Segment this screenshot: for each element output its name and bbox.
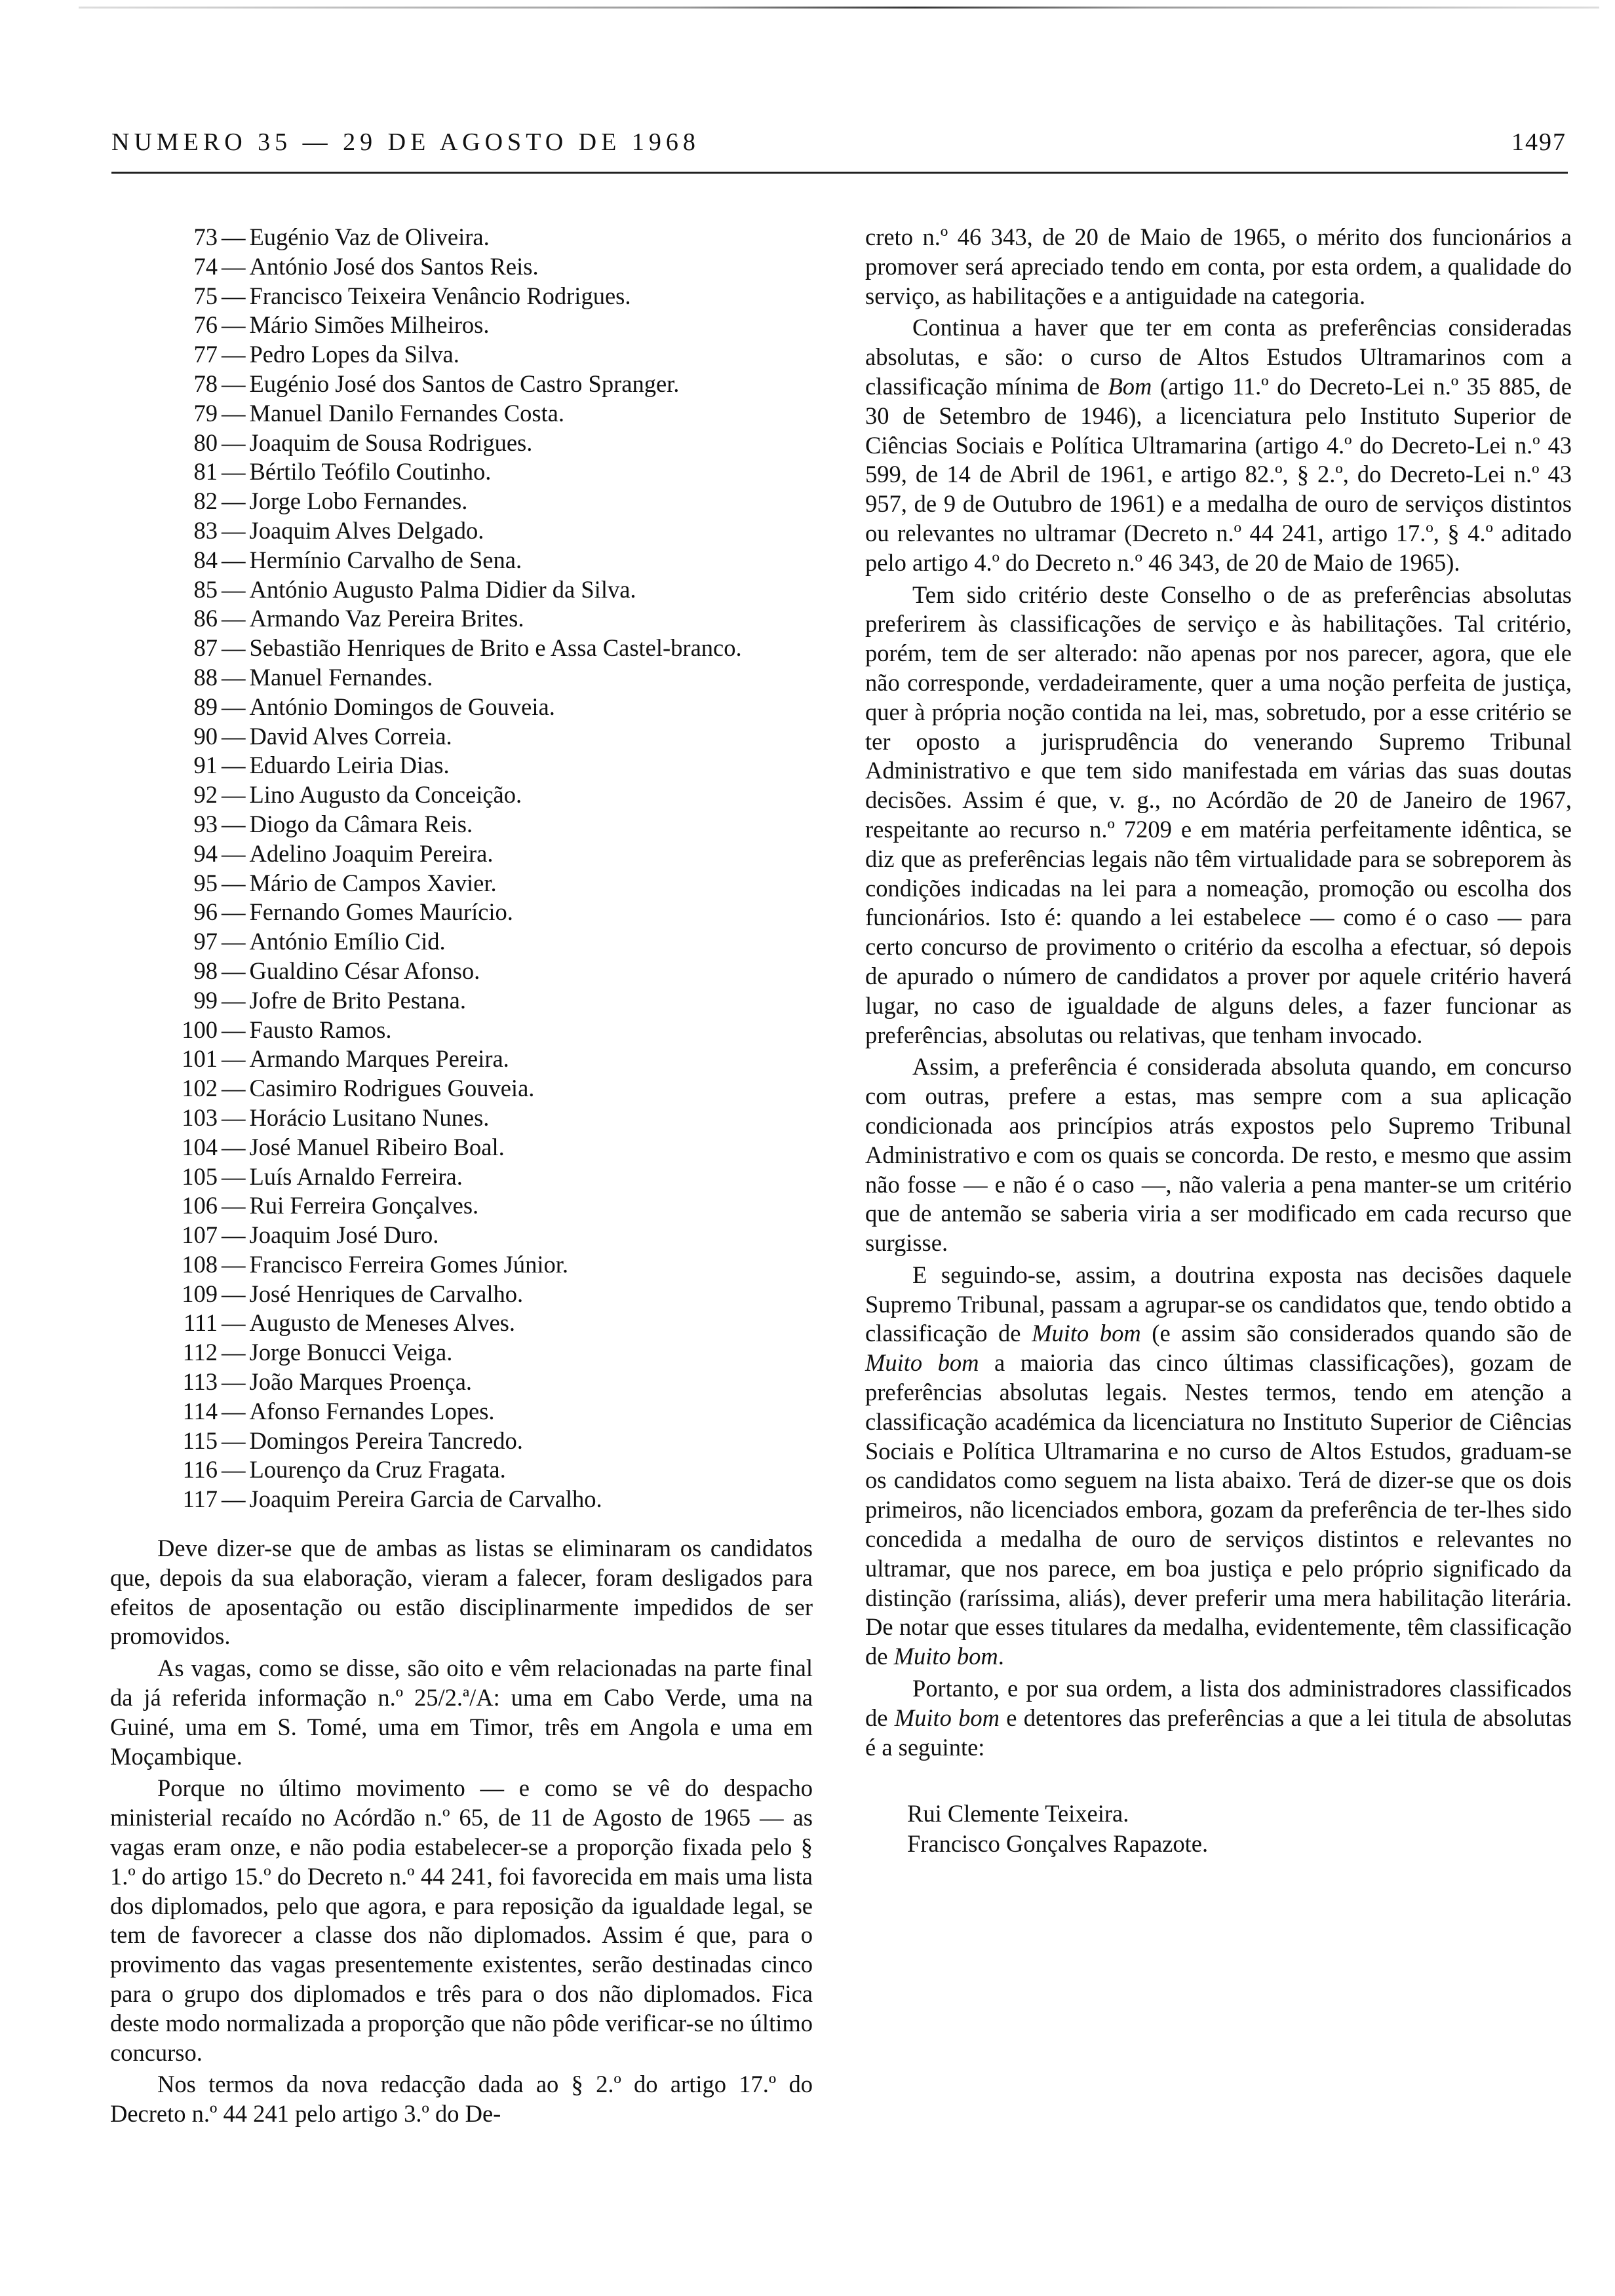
dash-separator: — xyxy=(222,516,246,544)
dash-separator: — xyxy=(222,693,246,720)
candidate-name: António José dos Santos Reis. xyxy=(249,252,539,280)
dash-separator: — xyxy=(222,1397,246,1425)
text-run: Portanto, e por sua ordem, a lista dos administradores classificados de xyxy=(865,1675,1572,1731)
paragraph: Nos termos da nova redacção dada ao § 2.º do artigo 17.º do Decreto n.º 44 241 pelo artigo 3.º do De- xyxy=(110,2071,813,2128)
candidate-number: 84 xyxy=(193,546,218,573)
dash-separator: — xyxy=(222,1162,246,1190)
candidate-number: 99 xyxy=(193,986,218,1014)
dash-separator: — xyxy=(222,252,246,280)
candidate-list-item xyxy=(110,1368,813,1397)
candidate-list-item xyxy=(110,1426,813,1456)
candidate-list-item xyxy=(110,957,813,986)
candidate-number: 102 xyxy=(182,1075,218,1102)
dash-separator: — xyxy=(222,898,246,926)
candidate-list-item xyxy=(110,252,813,282)
dash-separator: — xyxy=(222,986,246,1014)
candidate-name: Eugénio José dos Santos de Castro Spranger. xyxy=(249,370,680,397)
candidate-list-item xyxy=(110,282,813,311)
dash-separator: — xyxy=(222,605,246,632)
candidate-list-item xyxy=(110,1338,813,1368)
page-number: 1497 xyxy=(1511,128,1566,156)
candidate-number: 81 xyxy=(193,458,218,486)
candidate-name: Bértilo Teófilo Coutinho. xyxy=(249,458,492,486)
candidate-number: 76 xyxy=(193,311,218,339)
candidate-list-item xyxy=(110,986,813,1016)
candidate-name: Francisco Ferreira Gomes Júnior. xyxy=(249,1250,569,1278)
candidate-list-item xyxy=(110,311,813,340)
dash-separator: — xyxy=(222,1045,246,1073)
right-column xyxy=(865,223,1572,1859)
candidate-name: Domingos Pereira Tancredo. xyxy=(249,1426,523,1454)
paragraph: As vagas, como se disse, são oito e vêm relacionadas na parte final da já referida informação n.º 25/2.ª/A: uma em Cabo Verde, uma na Guiné, uma em S. Tomé, uma em Timor, três em Angola e uma em Moçambique. xyxy=(110,1655,813,1770)
text-run: (e assim são considerados quando são de xyxy=(1140,1320,1572,1347)
candidate-number: 82 xyxy=(193,488,218,515)
header-rule xyxy=(111,172,1568,174)
candidate-name: Sebastião Henriques de Brito e Assa Castel-branco. xyxy=(249,634,742,662)
candidate-name: João Marques Proença. xyxy=(249,1368,473,1396)
dash-separator: — xyxy=(222,1016,246,1043)
candidate-list-item xyxy=(110,1191,813,1221)
candidate-number: 116 xyxy=(182,1456,218,1483)
dash-separator: — xyxy=(222,311,246,339)
candidate-name: Adelino Joaquim Pereira. xyxy=(249,839,494,867)
dash-separator: — xyxy=(222,839,246,867)
candidate-number: 92 xyxy=(193,781,218,809)
candidate-number: 75 xyxy=(193,282,218,309)
page-header xyxy=(111,128,1566,167)
candidate-list-item xyxy=(110,516,813,546)
candidate-name: António Augusto Palma Didier da Silva. xyxy=(249,575,636,603)
candidate-name: Joaquim de Sousa Rodrigues. xyxy=(249,429,533,456)
dash-separator: — xyxy=(222,810,246,837)
emphasis: Muito bom xyxy=(894,1704,1000,1731)
candidate-number: 109 xyxy=(182,1280,218,1307)
candidate-number: 89 xyxy=(193,693,218,720)
candidate-name: Manuel Danilo Fernandes Costa. xyxy=(249,399,564,427)
candidate-number: 98 xyxy=(193,957,218,984)
candidate-number: 93 xyxy=(193,810,218,837)
candidate-number: 100 xyxy=(182,1016,218,1043)
candidate-number: 115 xyxy=(182,1426,218,1454)
candidate-name: Eugénio Vaz de Oliveira. xyxy=(249,223,490,250)
candidate-name: Francisco Teixeira Venâncio Rodrigues. xyxy=(249,282,631,309)
dash-separator: — xyxy=(222,957,246,984)
candidate-list-item xyxy=(110,693,813,722)
candidate-list-item xyxy=(110,810,813,839)
candidate-list-item xyxy=(110,1309,813,1338)
dash-separator: — xyxy=(222,1192,246,1219)
candidate-list-item xyxy=(110,1103,813,1133)
candidate-number: 105 xyxy=(182,1162,218,1190)
text-run: Continua a haver que ter em conta as preferências consideradas absolutas, e são: o curso de Altos Estudos Ultramarinos com a classificação mínima de xyxy=(865,314,1572,400)
paragraph xyxy=(865,1261,1572,1672)
candidate-list-item xyxy=(110,1133,813,1162)
candidate-name: Armando Vaz Pereira Brites. xyxy=(249,605,524,632)
candidate-list xyxy=(110,223,813,1514)
dash-separator: — xyxy=(222,722,246,750)
candidate-name: Pedro Lopes da Silva. xyxy=(249,341,459,368)
candidate-number: 108 xyxy=(182,1250,218,1278)
dash-separator: — xyxy=(222,458,246,486)
candidate-name: José Manuel Ribeiro Boal. xyxy=(249,1133,505,1160)
candidate-list-item xyxy=(110,487,813,516)
candidate-list-item xyxy=(110,898,813,927)
candidate-name: Mário Simões Milheiros. xyxy=(249,311,490,339)
text-run: . xyxy=(998,1643,1004,1670)
dash-separator: — xyxy=(222,429,246,456)
text-run: e detentores das preferências a que a lei titula de absolutas é a seguinte: xyxy=(865,1704,1572,1761)
candidate-number: 78 xyxy=(193,370,218,397)
dash-separator: — xyxy=(222,1075,246,1102)
dash-separator: — xyxy=(222,1103,246,1131)
paragraph: Assim, a preferência é considerada absoluta quando, em concurso com outras, prefere a estas, mas sempre com a sua aplicação condicionada aos princípios atrás expostos pelo Supremo Tribunal Administrativo e com os quais se concorda. De resto, e mesmo que assim não fosse — e não é o caso —, não valeria a pena manter-se um critério que de antemão se saberia viria a ser modificado em cada recurso que surgisse. xyxy=(865,1053,1572,1257)
paragraph: Porque no último movimento — e como se vê do despacho ministerial recaído no Acórdão n.º 65, de 11 de Agosto de 1965 — as vagas eram onze, e não podia estabelecer-se a proporção fixada pelo § 1.º do artigo 15.º do Decreto n.º 44 241, foi favorecida em mais uma lista dos diplomados, pelo que agora, e para reposição da igualdade legal, se tem de favorecer a classe dos não diplomados. Assim é que, para o provimento das vagas presentemente existentes, serão destinadas cinco para o grupo dos diplomados e três para o dos não diplomados. Fica deste modo normalizada a proporção que não pôde verificar-se no último concurso. xyxy=(110,1774,813,2066)
candidate-name: Gualdino César Afonso. xyxy=(249,957,480,984)
candidate-name: David Alves Correia. xyxy=(249,722,452,750)
left-column xyxy=(110,223,813,2132)
candidate-name: Jofre de Brito Pestana. xyxy=(249,986,466,1014)
candidate-number: 96 xyxy=(193,898,218,926)
emphasis: Muito bom xyxy=(893,1643,998,1670)
candidate-name: Augusto de Meneses Alves. xyxy=(249,1309,516,1337)
dash-separator: — xyxy=(222,1339,246,1366)
candidate-name: Horácio Lusitano Nunes. xyxy=(249,1103,490,1131)
dash-separator: — xyxy=(222,928,246,955)
candidate-list-item xyxy=(110,869,813,898)
candidate-list-item xyxy=(110,780,813,810)
candidate-number: 111 xyxy=(183,1309,218,1337)
candidate-name: Hermínio Carvalho de Sena. xyxy=(249,546,522,573)
final-candidate: Francisco Gonçalves Rapazote. xyxy=(907,1830,1209,1858)
text-run: a maioria das cinco últimas classificações), gozam de preferências absolutas legais. Nestes termos, tendo em atenção a classificação académica da licenciatura no Instituto Superior de Ciências Sociais e Política Ultramarina e no curso de Altos Estudos, graduam-se os candidatos como seguem na lista abaixo. Terá de dizer-se que os dois primeiros, não licenciados embora, gozam da preferência de ter-lhes sido concedida a medalha de ouro de serviços distintos e relevantes no ultramar, que nos parece, em boa justiça e pelo próprio significado da distinção (raríssima, aliás), dever preferir uma mera habilitação literária. De notar que esses titulares da medalha, evidentemente, têm classificação de xyxy=(865,1349,1572,1670)
candidate-list-item xyxy=(110,1221,813,1250)
candidate-list-item xyxy=(110,399,813,429)
issue-title: NUMERO 35 — 29 DE AGOSTO DE 1968 xyxy=(111,128,700,156)
dash-separator: — xyxy=(222,575,246,603)
candidate-list-item xyxy=(110,575,813,605)
paragraph: Deve dizer-se que de ambas as listas se eliminaram os candidatos que, depois da sua elaboração, vieram a falecer, foram desligados para efeitos de aposentação ou estão disciplinarmente impedidos de ser promovidos. xyxy=(110,1535,813,1650)
final-candidate-list xyxy=(865,1799,1572,1859)
candidate-list-item xyxy=(110,1162,813,1192)
candidate-list-item xyxy=(110,340,813,370)
emphasis: Muito bom xyxy=(865,1349,979,1377)
candidate-name: José Henriques de Carvalho. xyxy=(249,1280,524,1307)
candidate-list-item xyxy=(110,1074,813,1103)
candidate-number: 87 xyxy=(193,634,218,662)
candidate-list-item xyxy=(110,663,813,693)
dash-separator: — xyxy=(222,1368,246,1396)
candidate-number: 117 xyxy=(182,1485,218,1513)
paragraph: creto n.º 46 343, de 20 de Maio de 1965, o mérito dos funcionários a promover será apreciado tendo em conta, por esta ordem, a qualidade do serviço, as habilitações e a antiguidade na categoria. xyxy=(865,223,1572,309)
candidate-list-item xyxy=(110,722,813,752)
candidate-list-item xyxy=(110,1455,813,1485)
text-run: E seguindo-se, assim, a doutrina exposta nas decisões daquele Supremo Tribunal, passam a agrupar-se os candidatos que, tendo obtido a classificação de xyxy=(865,1261,1572,1347)
candidate-number: 113 xyxy=(182,1368,218,1396)
candidate-number: 94 xyxy=(193,839,218,867)
emphasis: Bom xyxy=(1108,372,1152,400)
final-candidate: Rui Clemente Teixeira. xyxy=(907,1800,1129,1827)
dash-separator: — xyxy=(222,1309,246,1337)
candidate-list-item xyxy=(110,1397,813,1426)
candidate-list-item xyxy=(110,604,813,634)
candidate-number: 95 xyxy=(193,869,218,896)
dash-separator: — xyxy=(222,752,246,779)
dash-separator: — xyxy=(222,341,246,368)
candidate-list-item xyxy=(110,457,813,487)
dash-separator: — xyxy=(222,488,246,515)
candidate-number: 74 xyxy=(193,252,218,280)
candidate-name: Lourenço da Cruz Fragata. xyxy=(249,1456,506,1483)
paragraph: Tem sido critério deste Conselho o de as preferências absolutas preferirem às classificações de serviço e às habilitações. Tal critério, porém, tem de ser alterado: não apenas por nos parecer, agora, que ele não corresponde, verdadeiramente, quer a uma noção perfeita de justiça, quer à própria noção contida na lei, mas, sobretudo, por a esse critério se ter oposto a jurisprudência do venerando Supremo Tribunal Administrativo e que tem sido manifestada em várias das suas doutas decisões. Assim é que, v. g., no Acórdão de 20 de Janeiro de 1967, respeitante ao recurso n.º 7209 e em matéria perfeitamente idêntica, se diz que as preferências legais não têm virtualidade para se sobreporem às condições indicadas na lei para a nomeação, promoção ou escolha dos funcionários. Isto é: quando a lei estabelece — como é o caso — para certo concurso de provimento o critério da escolha a efectuar, só depois de apurado o número de candidatos a prover por aquele critério haverá lugar, no caso de igualdade de alguns deles, a fazer funcionar as preferências, absolutas ou relativas, que tenham invocado. xyxy=(865,581,1572,1048)
candidate-number: 88 xyxy=(193,663,218,691)
candidate-name: António Emílio Cid. xyxy=(249,928,446,955)
candidate-name: Joaquim Pereira Garcia de Carvalho. xyxy=(249,1485,602,1513)
dash-separator: — xyxy=(222,1426,246,1454)
candidate-number: 85 xyxy=(193,575,218,603)
dash-separator: — xyxy=(222,399,246,427)
dash-separator: — xyxy=(222,1133,246,1160)
candidate-name: Casimiro Rodrigues Gouveia. xyxy=(249,1075,535,1102)
candidate-list-item xyxy=(110,546,813,575)
candidate-list-item xyxy=(110,1044,813,1074)
dash-separator: — xyxy=(222,370,246,397)
candidate-name: António Domingos de Gouveia. xyxy=(249,693,555,720)
candidate-name: Diogo da Câmara Reis. xyxy=(249,810,473,837)
dash-separator: — xyxy=(222,1485,246,1513)
emphasis: Muito bom xyxy=(1032,1320,1141,1347)
candidate-list-item xyxy=(110,751,813,780)
candidate-name: Fausto Ramos. xyxy=(249,1016,392,1043)
candidate-number: 91 xyxy=(193,752,218,779)
candidate-number: 114 xyxy=(182,1397,218,1425)
candidate-number: 103 xyxy=(182,1103,218,1131)
dash-separator: — xyxy=(222,1456,246,1483)
candidate-name: Lino Augusto da Conceição. xyxy=(249,781,522,809)
candidate-list-item xyxy=(110,370,813,399)
candidate-number: 101 xyxy=(182,1045,218,1073)
candidate-name: Afonso Fernandes Lopes. xyxy=(249,1397,495,1425)
candidate-number: 106 xyxy=(182,1192,218,1219)
dash-separator: — xyxy=(222,1280,246,1307)
candidate-name: Fernando Gomes Maurício. xyxy=(249,898,513,926)
dash-separator: — xyxy=(222,223,246,250)
dash-separator: — xyxy=(222,546,246,573)
candidate-list-item xyxy=(110,1250,813,1280)
candidate-name: Eduardo Leiria Dias. xyxy=(249,752,450,779)
candidate-list-item xyxy=(110,927,813,957)
candidate-name: Jorge Lobo Fernandes. xyxy=(249,488,468,515)
candidate-list-item xyxy=(110,1016,813,1045)
candidate-list-item xyxy=(110,1280,813,1309)
candidate-name: Joaquim Alves Delgado. xyxy=(249,516,484,544)
candidate-name: Joaquim José Duro. xyxy=(249,1221,439,1249)
paragraph xyxy=(865,1674,1572,1762)
candidate-name: Jorge Bonucci Veiga. xyxy=(249,1339,453,1366)
candidate-list-item xyxy=(110,1485,813,1514)
candidate-number: 80 xyxy=(193,429,218,456)
dash-separator: — xyxy=(222,1221,246,1249)
dash-separator: — xyxy=(222,663,246,691)
candidate-number: 77 xyxy=(193,341,218,368)
dash-separator: — xyxy=(222,869,246,896)
candidate-number: 79 xyxy=(193,399,218,427)
candidate-name: Rui Ferreira Gonçalves. xyxy=(249,1192,479,1219)
candidate-number: 86 xyxy=(193,605,218,632)
dash-separator: — xyxy=(222,282,246,309)
candidate-number: 107 xyxy=(182,1221,218,1249)
dash-separator: — xyxy=(222,1250,246,1278)
dash-separator: — xyxy=(222,781,246,809)
candidate-name: Armando Marques Pereira. xyxy=(249,1045,509,1073)
candidate-name: Mário de Campos Xavier. xyxy=(249,869,497,896)
candidate-number: 104 xyxy=(182,1133,218,1160)
top-decorative-rule xyxy=(79,7,1599,9)
candidate-list-item xyxy=(110,839,813,869)
text-run: (artigo 11.º do Decreto-Lei n.º 35 885, de 30 de Setembro de 1946), a licenciatura pelo Instituto Superior de Ciências Sociais e Política Ultramarina (artigo 4.º do Decreto-Lei n.º 43 599, de 14 de Abril de 1961, e artigo 82.º, § 2.º, do Decreto-Lei n.º 43 957, de 9 de Outubro de 1961) e a medalha de ouro de serviços distintos ou relevantes no ultramar (Decreto n.º 44 241, artigo 17.º, § 4.º aditado pelo artigo 4.º do Decreto n.º 46 343, de 20 de Maio de 1965). xyxy=(865,372,1572,576)
paragraph xyxy=(865,313,1572,577)
candidate-name: Luís Arnaldo Ferreira. xyxy=(249,1162,463,1190)
candidate-number: 83 xyxy=(193,516,218,544)
candidate-number: 112 xyxy=(182,1339,218,1366)
candidate-number: 90 xyxy=(193,722,218,750)
candidate-name: Manuel Fernandes. xyxy=(249,663,433,691)
candidate-list-item xyxy=(110,429,813,458)
candidate-number: 97 xyxy=(193,928,218,955)
candidate-list-item xyxy=(110,223,813,252)
candidate-list-item xyxy=(110,634,813,663)
candidate-number: 73 xyxy=(193,223,218,250)
dash-separator: — xyxy=(222,634,246,662)
